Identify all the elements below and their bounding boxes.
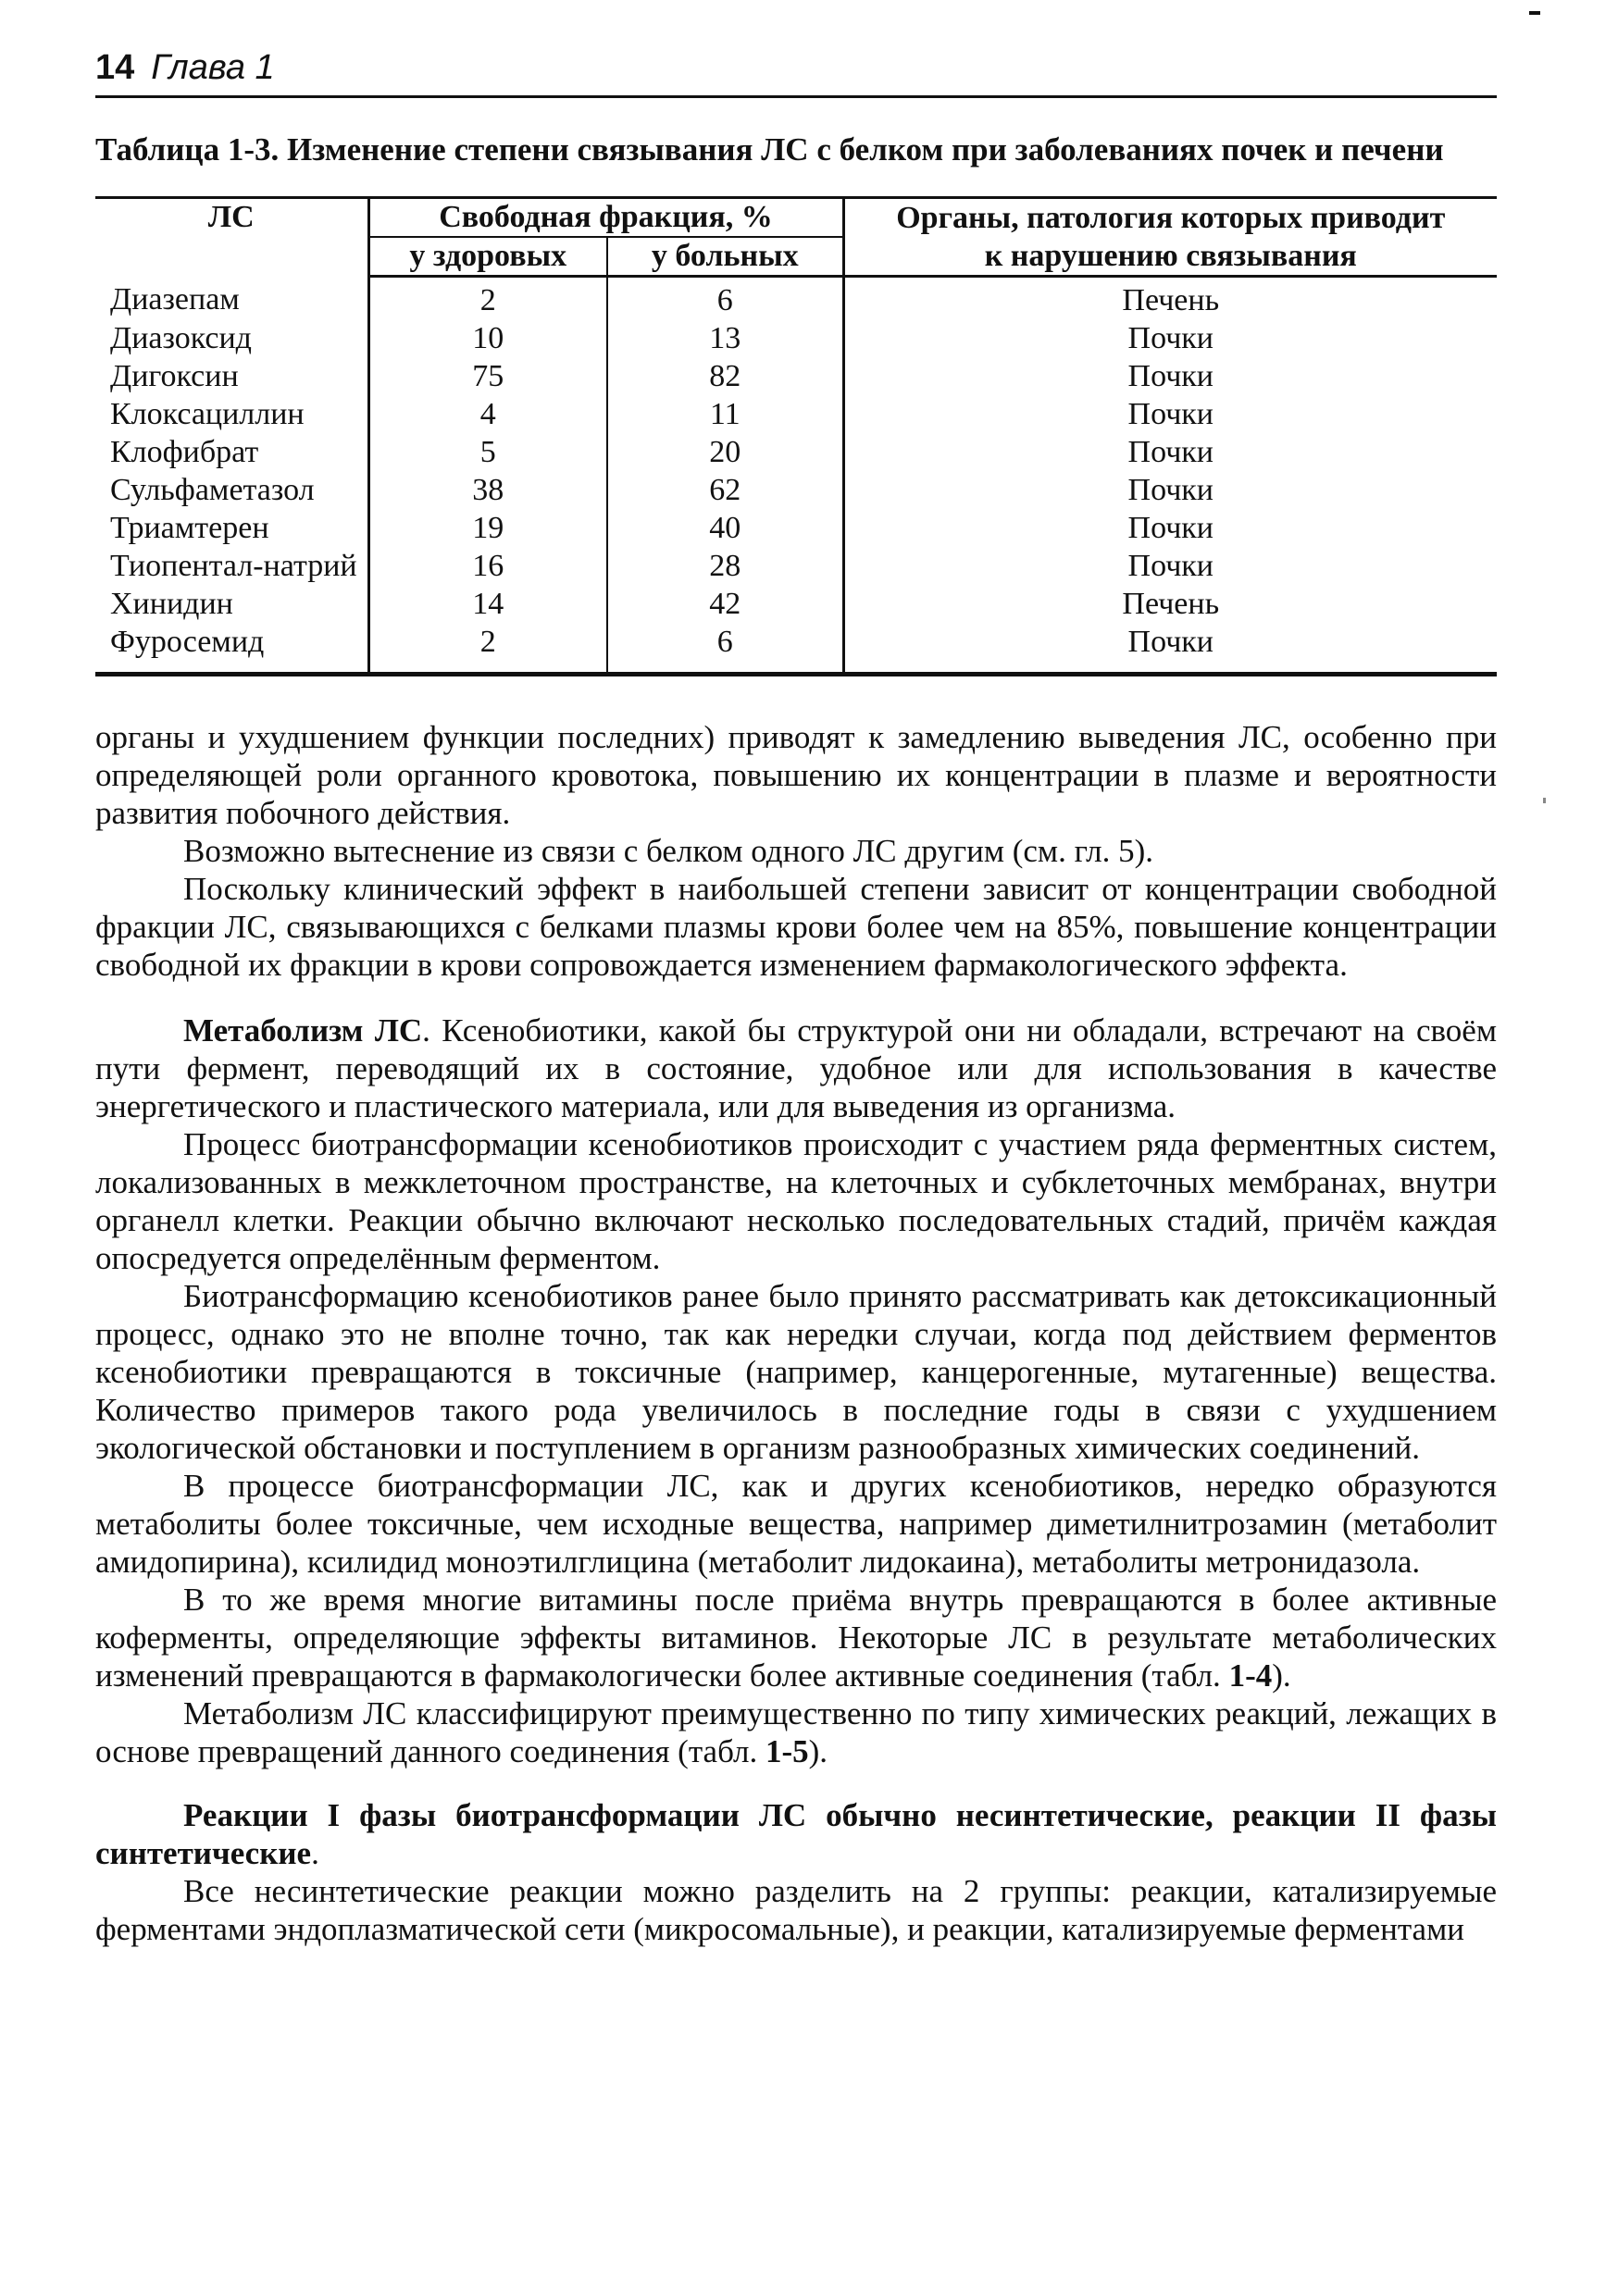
sick-cell: 6	[607, 623, 843, 672]
col-healthy-header: у здоровых	[368, 237, 607, 277]
table-row	[95, 395, 1497, 433]
chapter-title: Глава 1	[151, 48, 275, 87]
table-row	[95, 547, 1497, 585]
table-row	[95, 277, 1497, 320]
drug-cell: Хинидин	[95, 585, 368, 623]
paragraph-metabolism	[95, 1011, 1497, 1125]
table-bottom-rule	[95, 672, 1497, 676]
healthy-cell: 2	[368, 623, 607, 672]
organ-cell: Печень	[1122, 283, 1220, 317]
body-text	[95, 718, 1497, 1948]
table-row	[95, 623, 1497, 672]
paragraph: органы и ухудшением функции последних) приводят к замедлению выведения ЛС, особенно при определяющей роли органного кровотока, повышению их концентрации в плазме и вероятности развития побочного действия.	[95, 719, 1497, 831]
col-drug-header: ЛС	[95, 198, 368, 277]
healthy-cell: 14	[368, 585, 607, 623]
healthy-cell: 16	[368, 547, 607, 585]
col-sick-header: у больных	[607, 237, 843, 277]
col-organs-header-line1: Органы, патология которых приводит	[843, 198, 1497, 238]
organ-cell: Почки	[1127, 397, 1214, 431]
paragraph	[95, 1581, 1497, 1694]
paragraph: Биотрансформацию ксенобиотиков ранее было принято рассматривать как детоксикационный процесс, однако это не вполне точно, так как нередки случаи, когда под действием ферментов ксенобиотики превращаются в токсичные (например, канцерогенные, мутагенные) вещества. Количество примеров такого рода увеличилось в последние годы в связи с ухудшением экологической обстановки и поступлением в организм разнообразных химических соединений.	[95, 1278, 1497, 1466]
section-heading-end: .	[311, 1835, 319, 1871]
sick-cell: 40	[607, 509, 843, 547]
organ-cell: Почки	[1127, 435, 1214, 469]
healthy-cell: 10	[368, 319, 607, 357]
table-head	[95, 198, 1497, 277]
healthy-cell: 2	[368, 277, 607, 320]
paragraph-text: Метаболизм ЛС классифицируют преимущественно по типу химических реакций, лежащих в основе превращений данного соединения (табл.	[95, 1695, 1497, 1769]
drug-cell: Триамтерен	[95, 509, 368, 547]
sick-cell: 13	[607, 319, 843, 357]
col-free-fraction-header: Свободная фракция, %	[368, 198, 843, 238]
table-caption: Таблица 1-3. Изменение степени связывания ЛС с белком при заболеваниях почек и печени	[95, 131, 1444, 168]
scan-speck	[1543, 798, 1546, 803]
header-rule	[95, 95, 1497, 98]
drug-cell: Клофибрат	[95, 433, 368, 471]
table-row	[95, 319, 1497, 357]
organ-cell: Почки	[1127, 549, 1214, 583]
drug-cell: Тиопентал-натрий	[95, 547, 368, 585]
healthy-cell: 38	[368, 471, 607, 509]
table-row	[95, 433, 1497, 471]
paragraph: В процессе биотрансформации ЛС, как и других ксенобиотиков, нередко образуются метаболиты более токсичные, чем исходные вещества, например диметилнитрозамин (метаболит амидопирина), ксилидид моноэтилглицина (метаболит лидокаина), метаболиты метронидазола.	[95, 1468, 1497, 1580]
sick-cell: 28	[607, 547, 843, 585]
healthy-cell: 19	[368, 509, 607, 547]
table-reference: 1-4	[1228, 1657, 1273, 1694]
table-row	[95, 357, 1497, 395]
paragraph: Процесс биотрансформации ксенобиотиков происходит с участием ряда ферментных систем, локализованных в межклеточном пространстве, на клеточных и субклеточных мембранах, внутри органелл клетки. Реакции обычно включают несколько последовательных стадий, причём каждая опосредуется определённым ферментом.	[95, 1126, 1497, 1276]
drug-cell: Диазепам	[95, 277, 368, 320]
drug-cell: Клоксациллин	[95, 395, 368, 433]
healthy-cell: 75	[368, 357, 607, 395]
paragraph-text: . Ксенобиотики, какой бы структурой они ни обладали, встречают на своём пути фермент, переводящий их в состояние, удобное или для использования в качестве энергетического и пластического материала, или для выведения из организма.	[95, 1012, 1497, 1124]
organ-cell: Почки	[1127, 359, 1214, 393]
organ-cell: Почки	[1127, 321, 1214, 355]
paragraph-text: В то же время многие витамины после приёма внутрь превращаются в более активные коферменты, определяющие эффекты витаминов. Некоторые ЛС в результате метаболических изменений превращаются в фармакологически более активные соединения (табл.	[95, 1582, 1497, 1694]
drug-cell: Фуросемид	[95, 623, 368, 672]
organ-cell: Печень	[1122, 587, 1220, 621]
drug-cell: Сульфаметазол	[95, 471, 368, 509]
col-organs-header-line2: к нарушению связывания	[843, 237, 1497, 277]
sick-cell: 42	[607, 585, 843, 623]
binding-table-grid	[95, 196, 1497, 672]
running-header	[95, 48, 1497, 98]
paragraph-text-end: ).	[1272, 1657, 1291, 1694]
section-heading-text: Реакции I фазы биотрансформации ЛС обычно несинтетические, реакции II фазы синтетические	[95, 1797, 1497, 1871]
table-row	[95, 585, 1497, 623]
sick-cell: 20	[607, 433, 843, 471]
page-number: 14	[95, 48, 135, 87]
scan-mark	[1529, 11, 1540, 15]
paragraph	[95, 1694, 1497, 1770]
healthy-cell: 4	[368, 395, 607, 433]
drug-cell: Диазоксид	[95, 319, 368, 357]
table-reference: 1-5	[765, 1733, 809, 1769]
healthy-cell: 5	[368, 433, 607, 471]
table-row	[95, 509, 1497, 547]
paragraph: Возможно вытеснение из связи с белком одного ЛС другим (см. гл. 5).	[183, 833, 1154, 869]
paragraph: Все несинтетические реакции можно разделить на 2 группы: реакции, катализируемые ферментами эндоплазматической сети (микросомальные), и реакции, катализируемые ферментами	[95, 1873, 1497, 1947]
sick-cell: 62	[607, 471, 843, 509]
sick-cell: 82	[607, 357, 843, 395]
organ-cell: Почки	[1127, 473, 1214, 507]
paragraph-text-end: ).	[808, 1733, 828, 1769]
paragraph: Поскольку клинический эффект в наибольшей степени зависит от концентрации свободной фракции ЛС, связывающихся с белками плазмы крови более чем на 85%, повышение концентрации свободной их фракции в крови сопровождается изменением фармакологического эффекта.	[95, 871, 1497, 983]
table-body	[95, 277, 1497, 673]
drug-cell: Дигоксин	[95, 357, 368, 395]
section-lead: Метаболизм ЛС	[183, 1012, 423, 1049]
sick-cell: 11	[607, 395, 843, 433]
binding-table	[95, 196, 1497, 676]
organ-cell: Почки	[1127, 625, 1214, 659]
section-heading	[95, 1796, 1497, 1872]
organ-cell: Почки	[1127, 511, 1214, 545]
table-row	[95, 471, 1497, 509]
sick-cell: 6	[607, 277, 843, 320]
